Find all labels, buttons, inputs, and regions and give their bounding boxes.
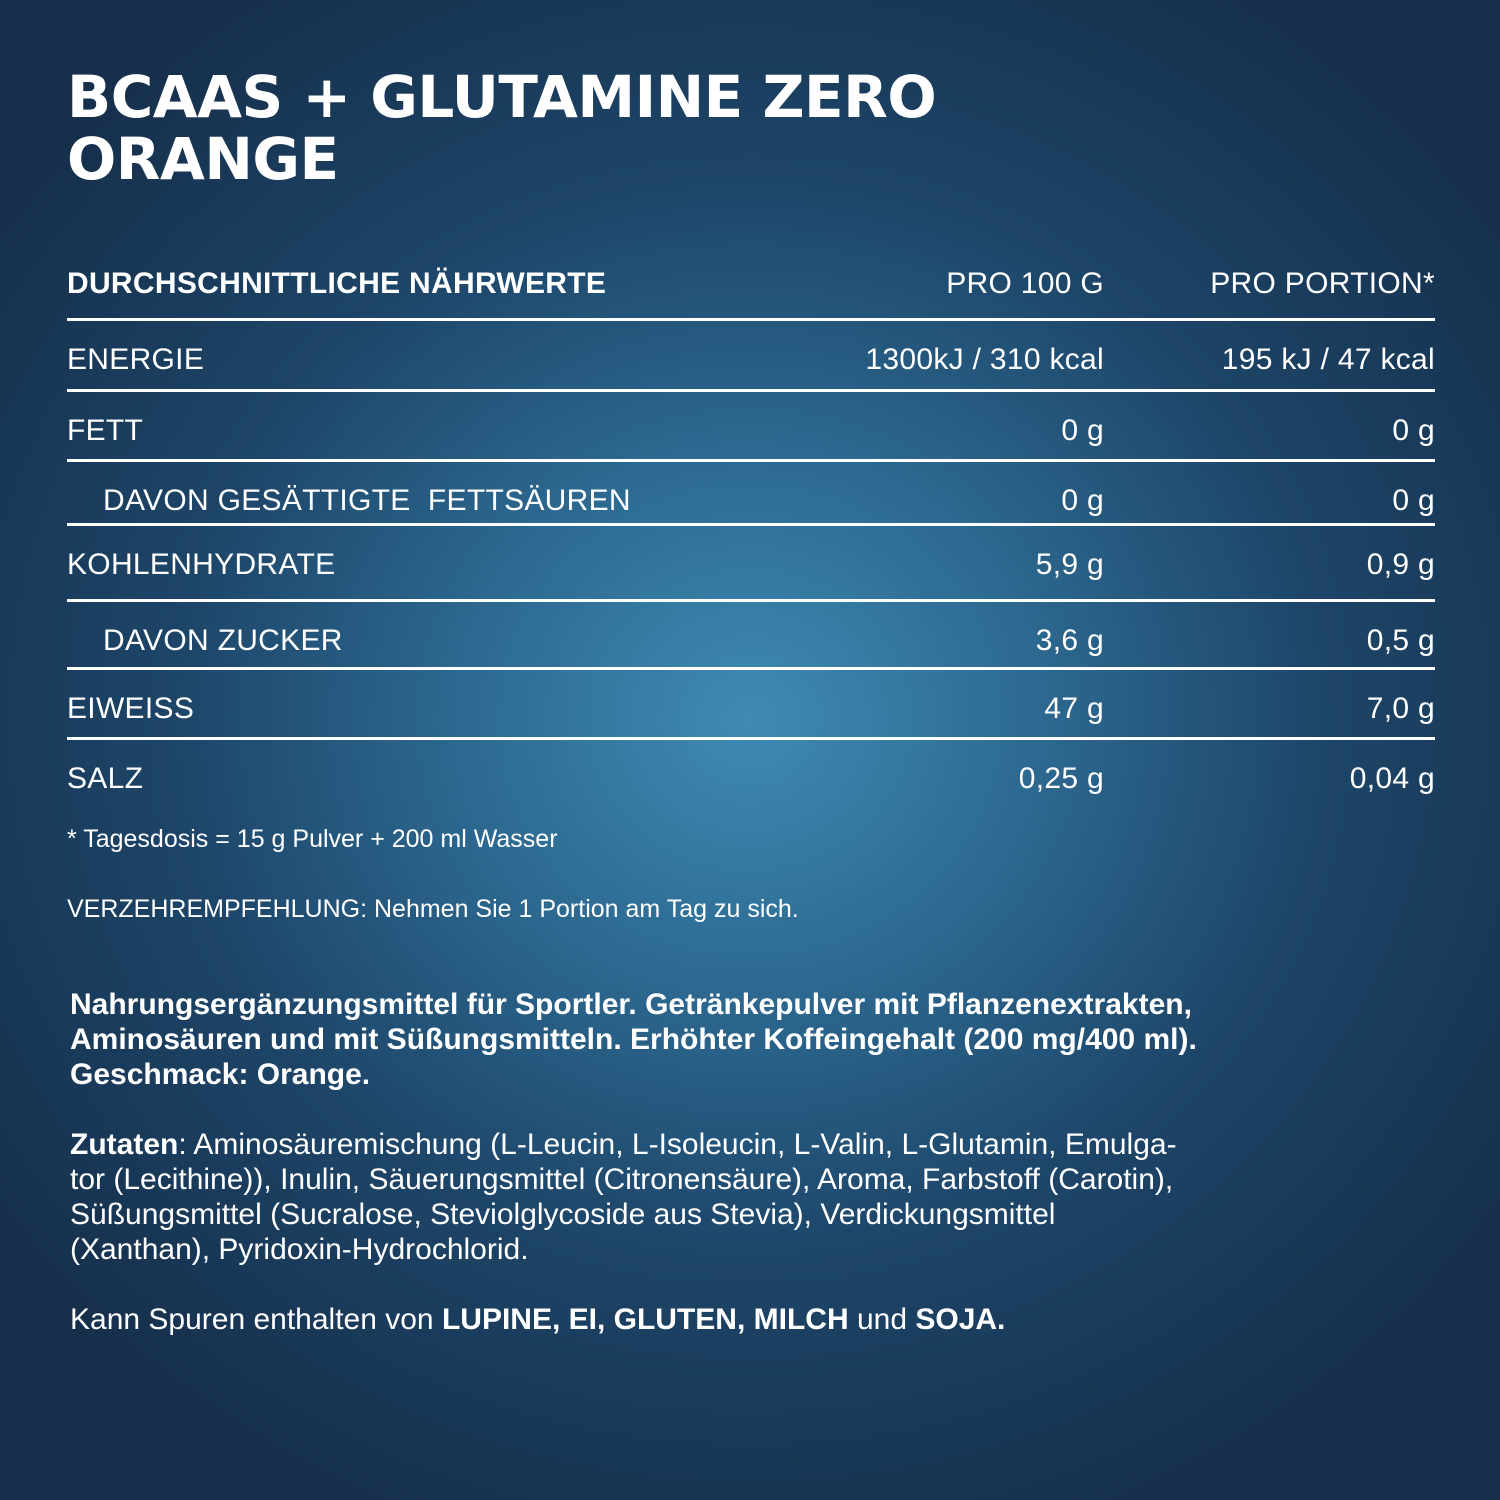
nutrient-label: SALZ xyxy=(67,762,144,795)
value-per-portion: 0,04 g xyxy=(1349,762,1435,795)
ingredients-line-2: tor (Lecithine)), Inulin, Säuerungsmittel (Citronensäure), Aroma, Farbstoff (Carotin), xyxy=(70,1163,1174,1196)
value-per-portion: 0,5 g xyxy=(1366,624,1435,657)
value-per-100g: 47 g xyxy=(1044,692,1104,725)
value-per-portion: 0 g xyxy=(1392,414,1435,447)
ingredients-list xyxy=(70,1127,1440,1267)
ingredients-line-1: : Aminosäuremischung (L-Leucin, L-Isoleucin, L-Valin, L-Glutamin, Emulga- xyxy=(178,1128,1177,1161)
value-per-portion: 7,0 g xyxy=(1366,692,1435,725)
nutrient-label: DAVON ZUCKER xyxy=(103,624,343,657)
value-per-100g: 1300kJ / 310 kcal xyxy=(865,343,1104,376)
nutrient-label: FETT xyxy=(67,414,144,447)
nutrition-row-protein xyxy=(67,670,1435,740)
allergen-notice xyxy=(70,1302,1440,1337)
value-per-portion: 0 g xyxy=(1392,484,1435,517)
description-line-3: Geschmack: Orange. xyxy=(70,1058,371,1091)
header-label: DURCHSCHNITTLICHE NÄHRWERTE xyxy=(67,267,607,300)
description-line-1: Nahrungsergänzungsmittel für Sportler. Getränkepulver mit Pflanzenextrakten, xyxy=(70,988,1192,1021)
nutrient-label: KOHLENHYDRATE xyxy=(67,548,336,581)
nutrient-label: EIWEISS xyxy=(67,692,195,725)
nutrition-row-energy xyxy=(67,321,1435,392)
allergen-connector: und xyxy=(848,1303,916,1336)
value-per-100g: 5,9 g xyxy=(1035,548,1104,581)
nutrition-table xyxy=(67,250,1435,810)
nutrition-row-salt xyxy=(67,740,1435,810)
value-per-100g: 0,25 g xyxy=(1018,762,1104,795)
nutrition-row-fat xyxy=(67,392,1435,462)
allergen-prefix: Kann Spuren enthalten von xyxy=(70,1303,442,1336)
product-title-line-1: BCAAS + GLUTAMINE ZERO xyxy=(67,63,937,131)
nutrition-row-sugar xyxy=(67,602,1435,670)
description-line-2: Aminosäuren und mit Süßungsmitteln. Erhöhter Koffeingehalt (200 mg/400 ml). xyxy=(70,1023,1197,1056)
ingredients-label: Zutaten xyxy=(70,1128,179,1161)
value-per-100g: 0 g xyxy=(1061,414,1104,447)
value-per-100g: 0 g xyxy=(1061,484,1104,517)
value-per-portion: 195 kJ / 47 kcal xyxy=(1221,343,1435,376)
nutrition-row-carbohydrates xyxy=(67,526,1435,602)
product-title-line-2: ORANGE xyxy=(67,125,339,193)
product-title xyxy=(67,63,937,193)
nutrition-row-saturated-fat xyxy=(67,462,1435,526)
nutrient-label: DAVON GESÄTTIGTE FETTSÄUREN xyxy=(103,484,631,517)
value-per-portion: 0,9 g xyxy=(1366,548,1435,581)
ingredients-line-4: (Xanthan), Pyridoxin-Hydrochlorid. xyxy=(70,1233,529,1266)
product-description xyxy=(70,987,1440,1092)
consumption-recommendation: VERZEHREMPFEHLUNG: Nehmen Sie 1 Portion am Tag zu sich. xyxy=(67,895,799,923)
nutrient-label: ENERGIE xyxy=(67,343,205,376)
ingredients-line-3: Süßungsmittel (Sucralose, Steviolglycoside aus Stevia), Verdickungsmittel xyxy=(70,1198,1056,1231)
header-per-portion: PRO PORTION* xyxy=(1210,267,1435,300)
header-per-100g: PRO 100 G xyxy=(946,267,1104,300)
nutrition-table-header xyxy=(67,250,1435,321)
value-per-100g: 3,6 g xyxy=(1035,624,1104,657)
allergen-last: SOJA. xyxy=(915,1303,1006,1336)
allergen-items: LUPINE, EI, GLUTEN, MILCH xyxy=(441,1303,849,1336)
serving-footnote: * Tagesdosis = 15 g Pulver + 200 ml Wasser xyxy=(67,825,558,853)
